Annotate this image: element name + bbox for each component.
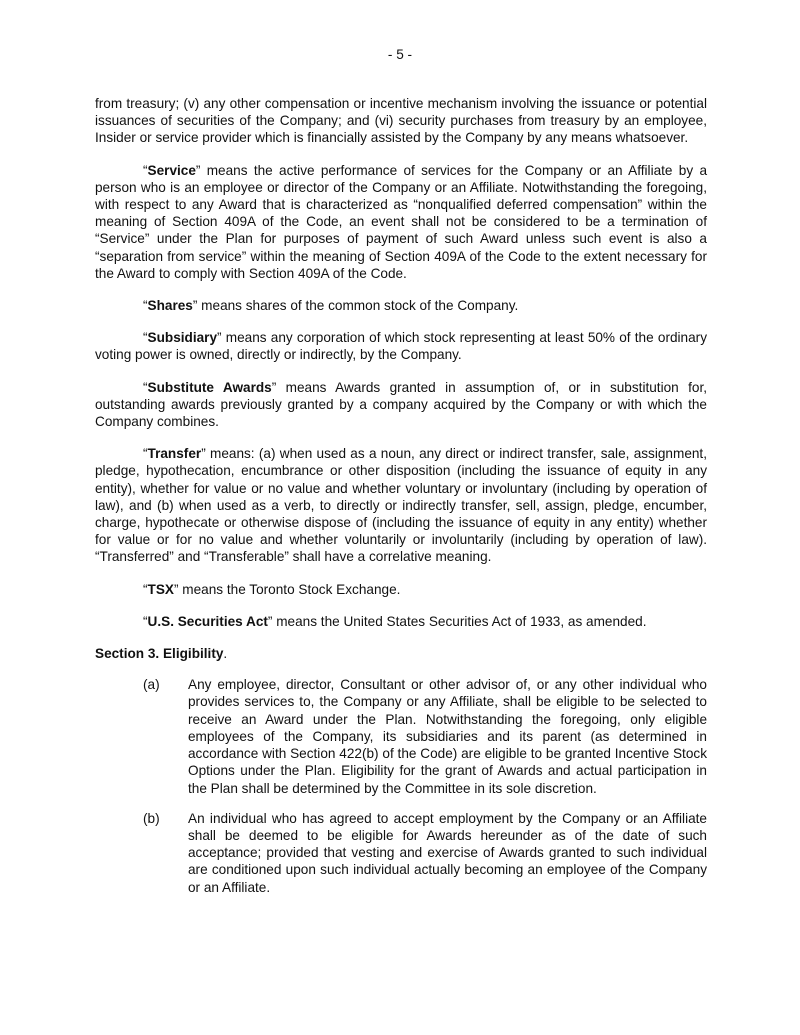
page-number: - 5 - [387, 47, 413, 62]
quote-close: ” [267, 613, 273, 629]
definition-term: Subsidiary [147, 330, 218, 346]
definition-us-securities-act [95, 613, 707, 630]
list-item-text: Any employee, director, Consultant or other advisor of, or any other individual who provides services to, the Company or any Affiliate, shall be eligible to be selected to receive an Award under the Plan. Notwithstanding the foregoing, only eligible employees of the Company, its subsidiaries and its parent (as determined in accordance with Section 422(b) of the Code) are eligible to be granted Incentive Stock Options under the Plan. Eligibility for the grant of Awards and actual participation in the Plan shall be determined by the Committee in its sole discretion. [188, 677, 707, 796]
quote-open: “ [143, 330, 148, 346]
section-heading [95, 645, 707, 662]
quote-close: ” [192, 298, 198, 314]
definition-transfer [95, 445, 707, 565]
definition-shares [95, 297, 707, 314]
definition-body: means shares of the common stock of the Company. [197, 298, 519, 314]
definition-term: Shares [147, 298, 193, 314]
definition-body: means the active performance of services for the Company or an Affiliate by a person who is an employee or director of the Company or an Affiliate. Notwithstanding the foregoing, with respect to any Award that is characterized as “nonqualified deferred compensation” within the meaning of Section 409A of the Code, an event shall not be considered to be a termination of “Service” under the Plan for purposes of payment of such Award unless such event is also a “separation from service” within the meaning of Section 409A of the Code to the extent necessary for the Award to comply with Section 409A of the Code. [95, 162, 707, 281]
section-heading-dot: . [223, 646, 228, 662]
quote-close: ” [271, 379, 277, 395]
quote-close: ” [195, 162, 201, 178]
definition-term: Transfer [147, 446, 202, 462]
definition-term: TSX [147, 581, 174, 597]
definition-body: means the United States Securities Act of 1933, as amended. [272, 613, 647, 629]
quote-close: ” [173, 581, 179, 597]
definition-term: Substitute Awards [147, 379, 272, 395]
quote-open: “ [143, 613, 148, 629]
definition-term: Service [147, 162, 196, 178]
quote-close: ” [217, 330, 222, 346]
opening-paragraph: from treasury; (v) any other compensation or incentive mechanism involving the issuance or potential issuances of securities of the Company; and (vi) security purchases from treasury by an employee, Insider or service provider which is financially assisted by the Company by any means whatsoever. [95, 96, 707, 146]
quote-open: “ [143, 581, 148, 597]
definition-body: means: (a) when used as a noun, any direct or indirect transfer, sale, assignment, pledge, hypothecation, encumbrance or other disposition (including the issuance of equity in any entity), whether for value or no value and whether voluntary or involuntary (including by operation of law), and (b) when used as a verb, to directly or indirectly transfer, sell, assign, pledge, encumber, charge, hypothecate or otherwise dispose of (including the issuance of equity in any entity) whether for value or for no value and whether voluntarily or involuntarily (including by operation of law). “Transferred” and “Transferable” shall have a correlative meaning. [95, 446, 707, 565]
section-heading-text: Section 3. Eligibility [95, 646, 224, 662]
quote-open: “ [143, 379, 148, 395]
definition-term: U.S. Securities Act [147, 613, 268, 629]
quote-close: ” [201, 446, 206, 462]
list-marker: (a) [143, 677, 160, 693]
definition-body: means any corporation of which stock representing at least 50% of the ordinary voting power is owned, directly or indirectly, by the Company. [95, 330, 707, 363]
page-content [95, 95, 707, 909]
list-item-text: An individual who has agreed to accept employment by the Company or an Affiliate shall be deemed to be eligible for Awards hereunder as of the date of such acceptance; provided that vesting and exercise of Awards granted to such individual are conditioned upon such individual actually becoming an employee of the Company or an Affiliate. [188, 810, 707, 895]
list-item [95, 676, 707, 796]
definition-body: means the Toronto Stock Exchange. [178, 581, 401, 597]
quote-open: “ [143, 162, 148, 178]
definition-substitute-awards [95, 379, 707, 431]
definition-subsidiary [95, 329, 707, 363]
list-marker: (b) [143, 810, 160, 826]
definition-service [95, 162, 707, 282]
definition-tsx [95, 581, 707, 598]
definition-body: means Awards granted in assumption of, or in substitution for, outstanding awards previously granted by a company acquired by the Company or with which the Company combines. [95, 379, 707, 430]
list-item [95, 810, 707, 896]
quote-open: “ [143, 446, 148, 462]
quote-open: “ [143, 298, 148, 314]
